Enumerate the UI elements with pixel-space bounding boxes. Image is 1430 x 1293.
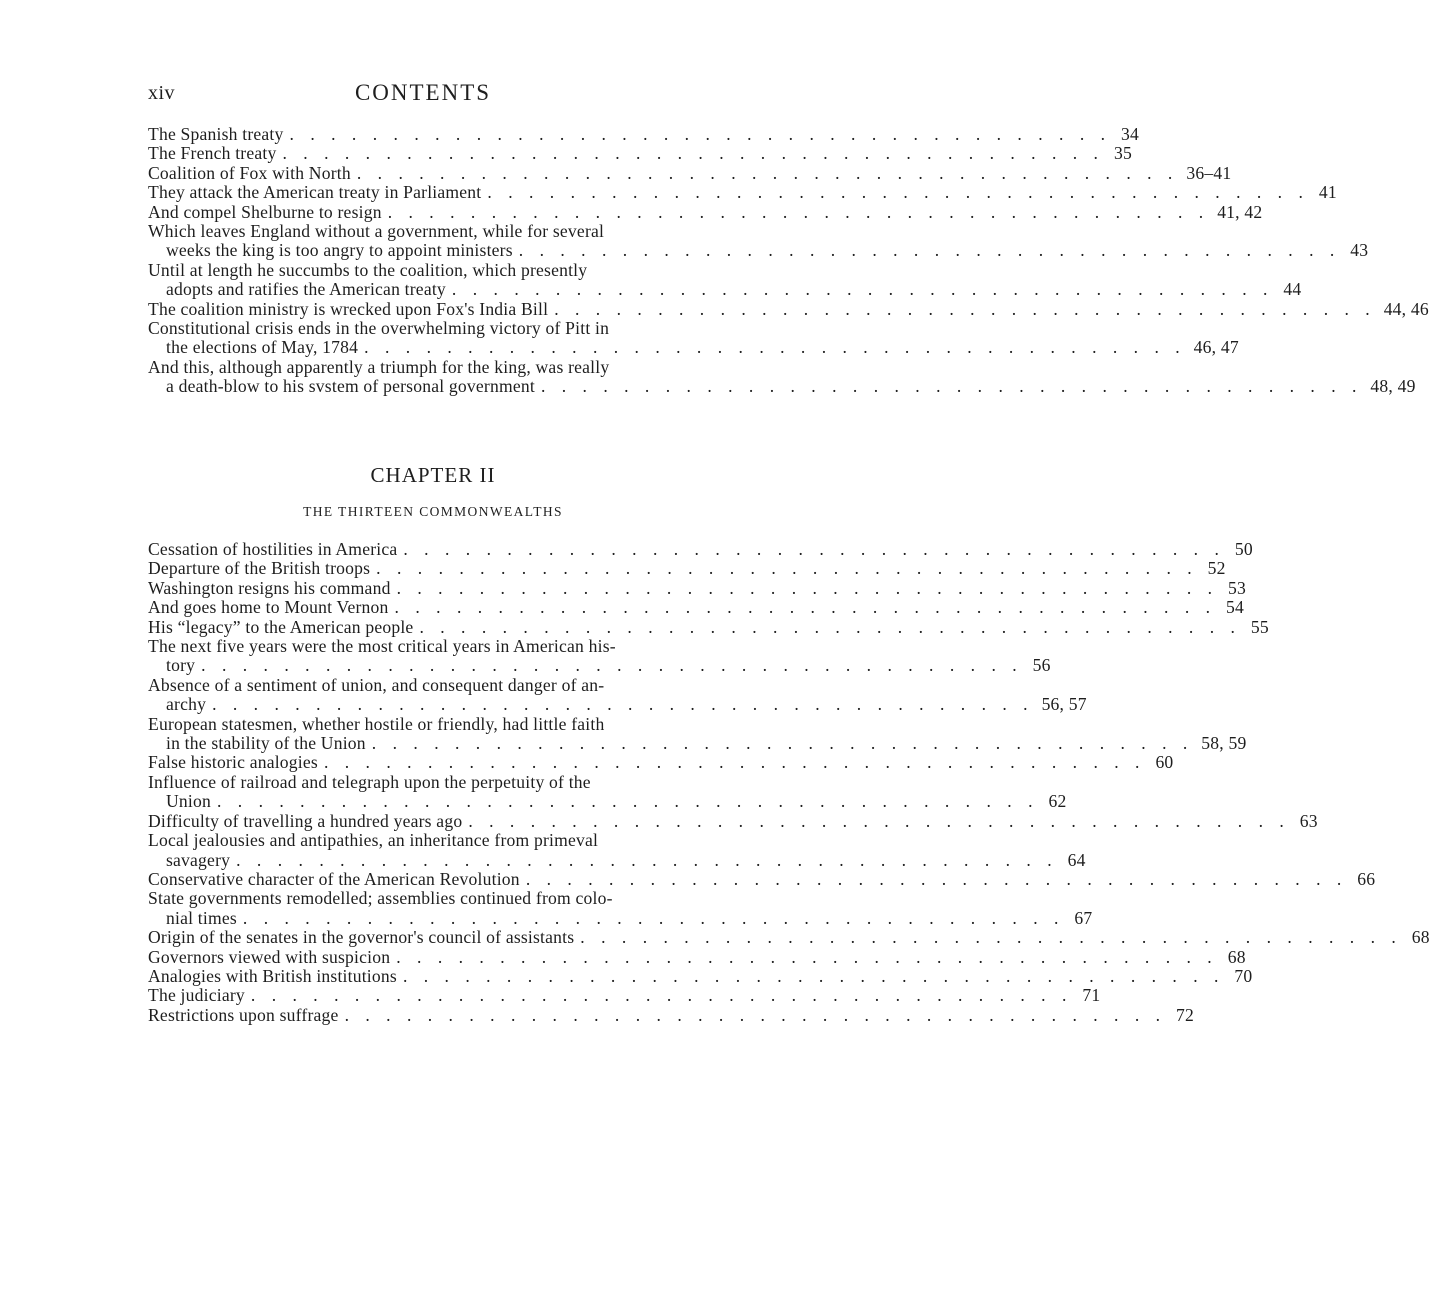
contents-entry bbox=[148, 182, 1337, 203]
dot-leader: . . . . . . . . . . . . . . . . . . . . . . . . . . . . . . . . . . . . . . . . bbox=[419, 616, 1241, 637]
entry-page-number: 66 bbox=[1357, 868, 1376, 889]
entry-page-number: 48, 49 bbox=[1370, 376, 1416, 397]
contents-entry bbox=[148, 927, 1430, 948]
dot-leader: . . . . . . . . . . . . . . . . . . . . . . . . . . . . . . . . . . . . . . . . bbox=[451, 279, 1274, 300]
entry-page-number: 56, 57 bbox=[1041, 694, 1087, 715]
entry-text: And goes home to Mount Vernon bbox=[148, 597, 389, 618]
dot-leader: . . . . . . . . . . . . . . . . . . . . . . . . . . . . . . . . . . . . . . . . bbox=[201, 655, 1023, 676]
entry-page-number: 44, 46 bbox=[1383, 298, 1429, 319]
entry-text: weeks the king is too angry to appoint ministers bbox=[166, 240, 513, 261]
dot-leader: . . . . . . . . . . . . . . . . . . . . . . . . . . . . . . . . . . . . . . . . bbox=[371, 733, 1194, 754]
contents-entry bbox=[148, 985, 1101, 1006]
entry-page-number: 50 bbox=[1234, 539, 1253, 559]
dot-leader: . . . . . . . . . . . . . . . . . . . . . . . . . . . . . . . . . . . . . . . . bbox=[396, 946, 1218, 967]
entry-text: The judiciary bbox=[148, 985, 245, 1006]
contents-entry bbox=[148, 674, 1087, 715]
entry-page-number: 56 bbox=[1032, 655, 1051, 676]
contents-entry bbox=[148, 771, 1067, 812]
entry-page-number: 62 bbox=[1048, 791, 1067, 812]
dot-leader: . . . . . . . . . . . . . . . . . . . . . . . . . . . . . . . . . . . . . . . . bbox=[518, 240, 1341, 261]
contents-entry bbox=[148, 946, 1246, 967]
entry-text: False historic analogies bbox=[148, 752, 318, 773]
dot-leader: . . . . . . . . . . . . . . . . . . . . . . . . . . . . . . . . . . . . . . . . bbox=[396, 577, 1219, 598]
dot-leader: . . . . . . . . . . . . . . . . . . . . . . . . . . . . . . . . . . . . . . . . bbox=[580, 927, 1402, 948]
entry-text: archy bbox=[166, 694, 207, 715]
chapter-heading bbox=[148, 463, 718, 520]
dot-leader: . . . . . . . . . . . . . . . . . . . . . . . . . . . . . . . . . . . . . . . . bbox=[540, 376, 1363, 397]
contents-entry bbox=[148, 810, 1318, 831]
contents-list-chapter-i bbox=[148, 124, 1429, 397]
running-head bbox=[148, 80, 668, 110]
entry-page-number: 52 bbox=[1207, 558, 1226, 579]
contents-entry bbox=[148, 636, 1051, 676]
entry-text: Conservative character of the American Revolution bbox=[148, 868, 520, 889]
entry-text: Until at length he succumbs to the coalition, which presently bbox=[148, 259, 588, 280]
entry-text: Restrictions upon suffrage bbox=[148, 1004, 339, 1025]
entry-text: And this, although apparently a triumph for the king, was really bbox=[148, 356, 610, 377]
contents-list-chapter-ii bbox=[148, 539, 1430, 1025]
entry-page-number: 72 bbox=[1176, 1004, 1195, 1025]
dot-leader: . . . . . . . . . . . . . . . . . . . . . . . . . . . . . . . . . . . . . . . . bbox=[487, 182, 1309, 203]
entry-text: Coalition of Fox with North bbox=[148, 162, 351, 183]
contents-entry bbox=[148, 539, 1253, 559]
contents-entry bbox=[148, 356, 1416, 397]
contents-entry bbox=[148, 298, 1429, 319]
entry-page-number: 34 bbox=[1121, 124, 1140, 144]
dot-leader: . . . . . . . . . . . . . . . . . . . . . . . . . . . . . . . . . . . . . . . . bbox=[525, 868, 1348, 889]
entry-text: The coalition ministry is wrecked upon Fox's India Bill bbox=[148, 298, 549, 319]
entry-text: Origin of the senates in the governor's council of assistants bbox=[148, 927, 575, 948]
dot-leader: . . . . . . . . . . . . . . . . . . . . . . . . . . . . . . . . . . . . . . . . bbox=[394, 597, 1217, 618]
contents-entry bbox=[148, 888, 1093, 928]
entry-text: And compel Shelburne to resign bbox=[148, 201, 382, 222]
contents-entry bbox=[148, 124, 1140, 144]
page-number: xiv bbox=[148, 82, 176, 104]
entry-page-number: 60 bbox=[1155, 752, 1174, 773]
dot-leader: . . . . . . . . . . . . . . . . . . . . . . . . . . . . . . . . . . . . . . . . bbox=[323, 752, 1146, 773]
dot-leader: . . . . . . . . . . . . . . . . . . . . . . . . . . . . . . . . . . . . . . . . bbox=[356, 162, 1179, 183]
chapter-subtitle: THE THIRTEEN COMMONWEALTHS bbox=[303, 504, 563, 519]
dot-leader: . . . . . . . . . . . . . . . . . . . . . . . . . . . . . . . . . . . . . . . . bbox=[387, 201, 1210, 222]
dot-leader: . . . . . . . . . . . . . . . . . . . . . . . . . . . . . . . . . . . . . . . . bbox=[216, 791, 1039, 812]
dot-leader: . . . . . . . . . . . . . . . . . . . . . . . . . . . . . . . . . . . . . . . . bbox=[364, 337, 1186, 358]
contents-entry bbox=[148, 1004, 1195, 1025]
entry-text: Which leaves England without a government, while for several bbox=[148, 221, 605, 242]
entry-page-number: 58, 59 bbox=[1201, 733, 1247, 754]
contents-entry bbox=[148, 965, 1253, 986]
entry-text: The Spanish treaty bbox=[148, 124, 284, 144]
entry-text: in the stability of the Union bbox=[166, 733, 366, 754]
entry-text: adopts and ratifies the American treaty bbox=[166, 279, 446, 300]
entry-page-number: 53 bbox=[1228, 577, 1247, 598]
entry-page-number: 43 bbox=[1350, 240, 1369, 261]
dot-leader: . . . . . . . . . . . . . . . . . . . . . . . . . . . . . . . . . . . . . . . . bbox=[236, 849, 1058, 870]
entry-text: European statesmen, whether hostile or friendly, had little faith bbox=[148, 713, 605, 734]
contents-entry bbox=[148, 558, 1226, 579]
contents-entry bbox=[148, 830, 1086, 870]
entry-page-number: 71 bbox=[1082, 985, 1101, 1006]
contents-entry bbox=[148, 577, 1247, 598]
dot-leader: . . . . . . . . . . . . . . . . . . . . . . . . . . . . . . . . . . . . . . . . bbox=[289, 124, 1112, 144]
entry-text: Washington resigns his command bbox=[148, 577, 391, 598]
contents-entry bbox=[148, 221, 1369, 261]
entry-text: They attack the American treaty in Parliament bbox=[148, 182, 482, 203]
entry-text: Cessation of hostilities in America bbox=[148, 539, 398, 559]
entry-text: Union bbox=[166, 791, 211, 812]
entry-text: Governors viewed with suspicion bbox=[148, 946, 391, 967]
dot-leader: . . . . . . . . . . . . . . . . . . . . . . . . . . . . . . . . . . . . . . . . bbox=[212, 694, 1034, 715]
dot-leader: . . . . . . . . . . . . . . . . . . . . . . . . . . . . . . . . . . . . . . . . bbox=[554, 298, 1376, 319]
entry-text: Analogies with British institutions bbox=[148, 965, 397, 986]
contents-entry bbox=[148, 616, 1269, 637]
entry-text: Absence of a sentiment of union, and consequent danger of an- bbox=[148, 674, 605, 695]
entry-text: The French treaty bbox=[148, 143, 277, 164]
entry-text: the elections of May, 1784 bbox=[166, 337, 359, 358]
dot-leader: . . . . . . . . . . . . . . . . . . . . . . . . . . . . . . . . . . . . . . . . bbox=[250, 985, 1073, 1006]
contents-entry bbox=[148, 143, 1132, 164]
chapter-title: CHAPTER II bbox=[370, 463, 496, 487]
entry-text: State governments remodelled; assemblies continued from colo- bbox=[148, 888, 613, 909]
entry-page-number: 41, 42 bbox=[1217, 201, 1263, 222]
entry-text: Difficulty of travelling a hundred years ago bbox=[148, 810, 463, 831]
entry-text: Departure of the British troops bbox=[148, 558, 371, 579]
entry-text: a death-blow to his svstem of personal government bbox=[166, 376, 535, 397]
contents-entry bbox=[148, 259, 1302, 300]
entry-page-number: 54 bbox=[1226, 597, 1245, 618]
entry-text: The next five years were the most critical years in American his- bbox=[148, 636, 616, 657]
dot-leader: . . . . . . . . . . . . . . . . . . . . . . . . . . . . . . . . . . . . . . . . bbox=[242, 907, 1065, 928]
dot-leader: . . . . . . . . . . . . . . . . . . . . . . . . . . . . . . . . . . . . . . . . bbox=[376, 558, 1198, 579]
contents-entry bbox=[148, 868, 1376, 889]
entry-page-number: 46, 47 bbox=[1193, 337, 1239, 358]
entry-page-number: 35 bbox=[1113, 143, 1132, 164]
entry-page-number: 70 bbox=[1234, 965, 1253, 986]
entry-text: Local jealousies and antipathies, an inheritance from primeval bbox=[148, 830, 599, 851]
dot-leader: . . . . . . . . . . . . . . . . . . . . . . . . . . . . . . . . . . . . . . . . bbox=[344, 1004, 1167, 1025]
entry-text: His “legacy” to the American people bbox=[148, 616, 414, 637]
entry-page-number: 55 bbox=[1250, 616, 1269, 637]
contents-entry bbox=[148, 201, 1263, 222]
dot-leader: . . . . . . . . . . . . . . . . . . . . . . . . . . . . . . . . . . . . . . . . bbox=[402, 965, 1225, 986]
entry-page-number: 64 bbox=[1067, 849, 1086, 870]
entry-text: savagery bbox=[166, 849, 231, 870]
contents-entry bbox=[148, 318, 1239, 358]
page-title: CONTENTS bbox=[354, 80, 492, 105]
entry-page-number: 68 bbox=[1411, 927, 1430, 948]
dot-leader: . . . . . . . . . . . . . . . . . . . . . . . . . . . . . . . . . . . . . . . . bbox=[282, 143, 1104, 164]
entry-text: Influence of railroad and telegraph upon the perpetuity of the bbox=[148, 771, 591, 792]
contents-entry bbox=[148, 597, 1245, 618]
entry-page-number: 63 bbox=[1299, 810, 1318, 831]
entry-text: nial times bbox=[166, 907, 237, 928]
entry-page-number: 36–41 bbox=[1186, 162, 1232, 183]
contents-entry bbox=[148, 162, 1232, 183]
entry-text: Constitutional crisis ends in the overwhelming victory of Pitt in bbox=[148, 318, 610, 339]
contents-entry bbox=[148, 713, 1247, 754]
contents-entry bbox=[148, 752, 1174, 773]
dot-leader: . . . . . . . . . . . . . . . . . . . . . . . . . . . . . . . . . . . . . . . . bbox=[468, 810, 1290, 831]
entry-page-number: 44 bbox=[1283, 279, 1302, 300]
entry-page-number: 68 bbox=[1227, 946, 1246, 967]
entry-text: tory bbox=[166, 655, 196, 676]
entry-page-number: 67 bbox=[1074, 907, 1093, 928]
dot-leader: . . . . . . . . . . . . . . . . . . . . . . . . . . . . . . . . . . . . . . . . bbox=[403, 539, 1225, 559]
entry-page-number: 41 bbox=[1318, 182, 1337, 203]
